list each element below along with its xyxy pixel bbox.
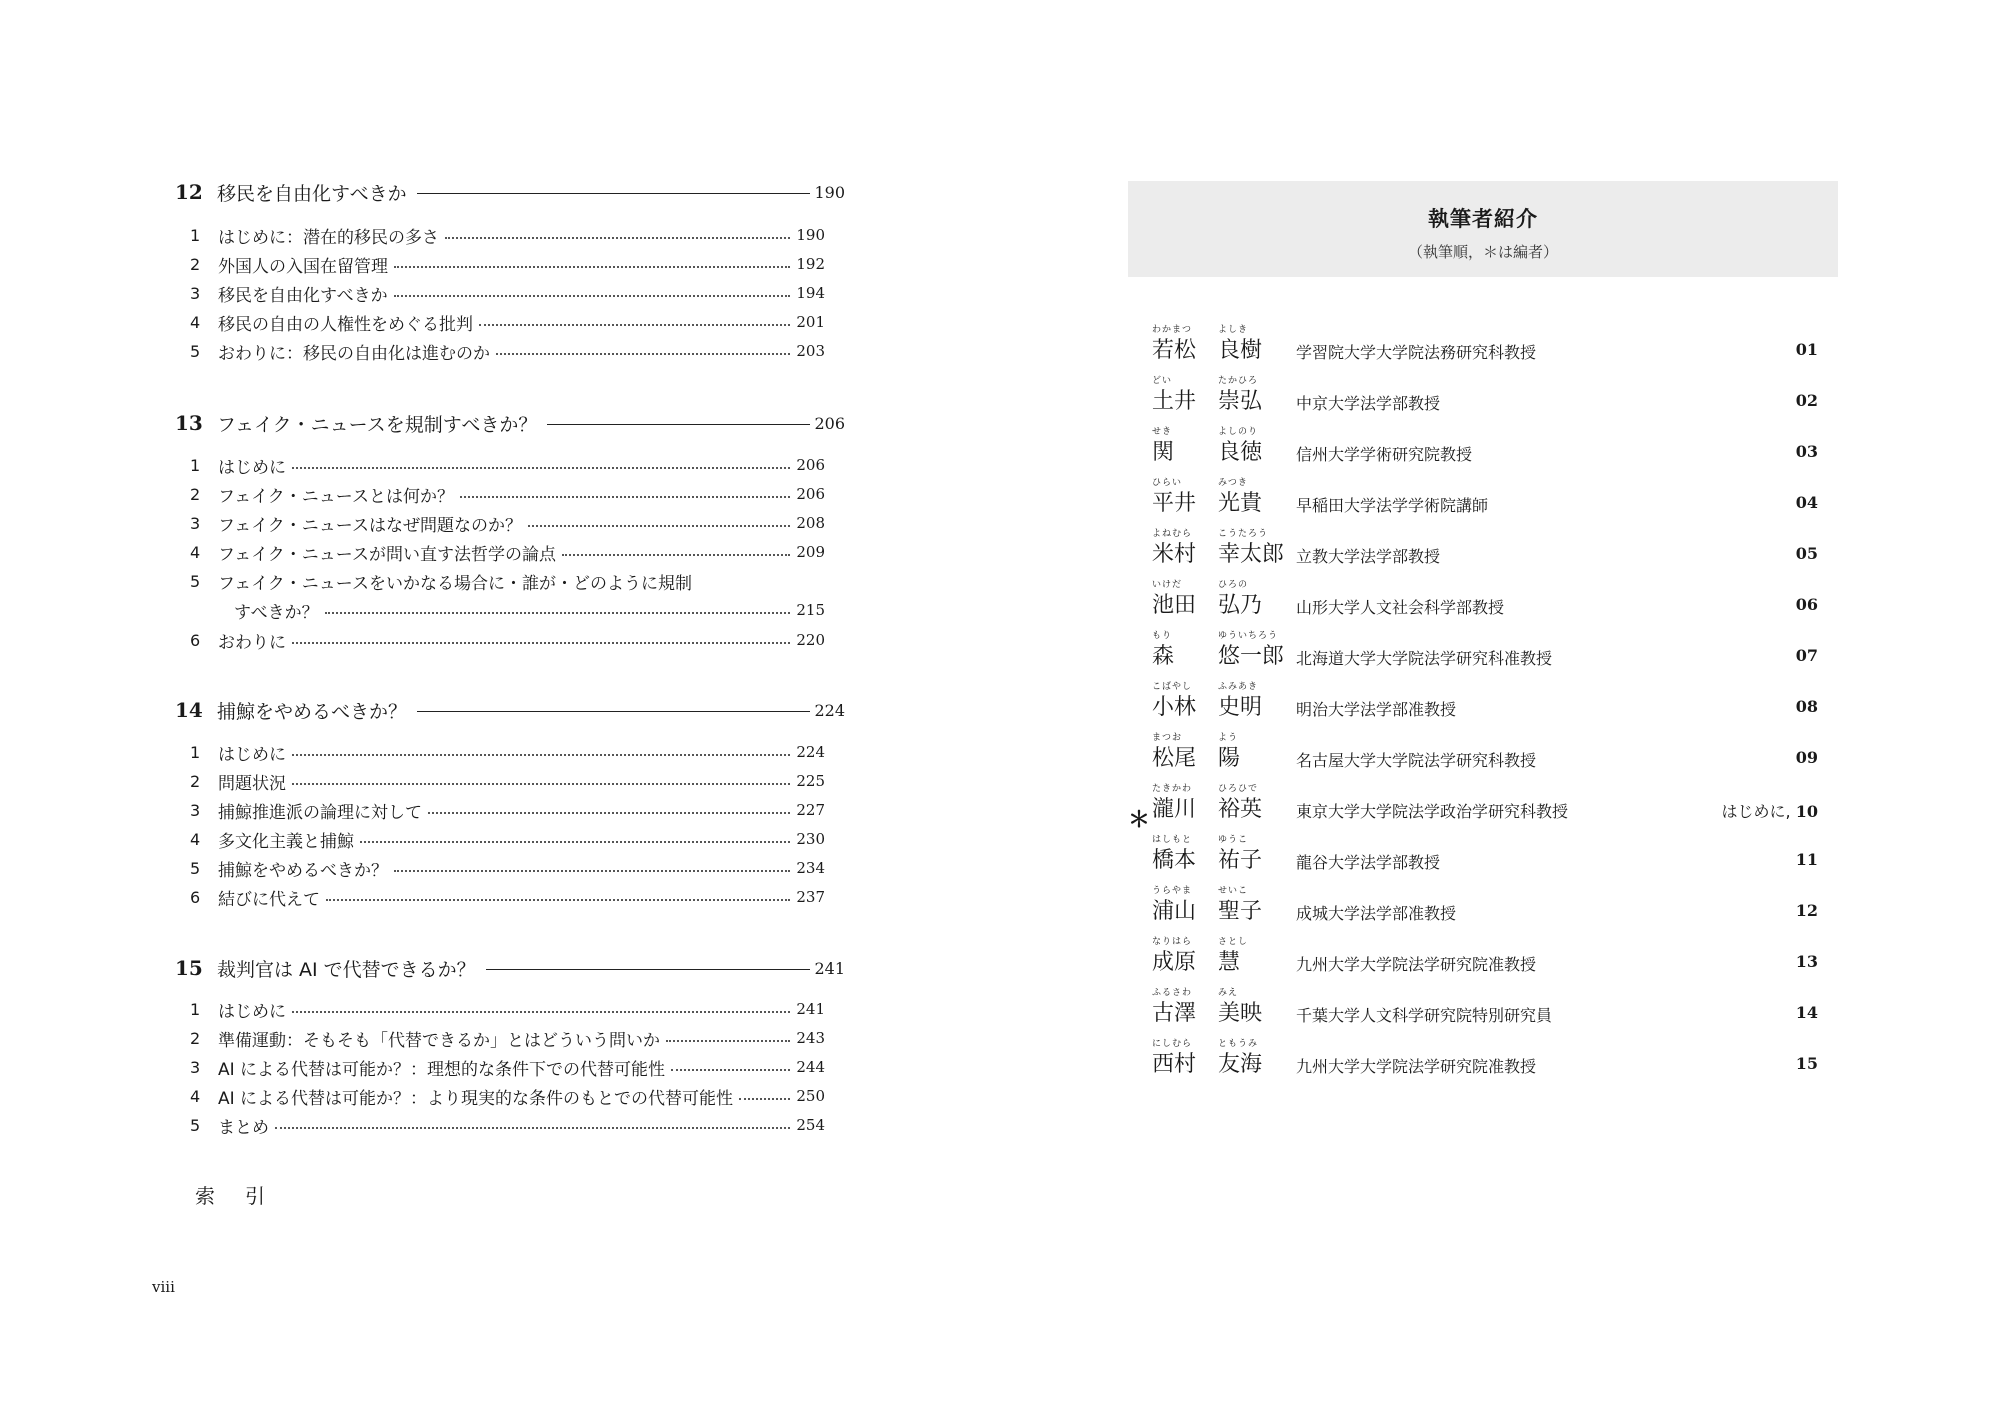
family-name-text: 米村 bbox=[1152, 542, 1197, 567]
given-name bbox=[1218, 477, 1262, 518]
family-name-ruby: なりはら bbox=[1152, 937, 1193, 947]
chapter-assignment bbox=[1658, 340, 1818, 359]
affiliation: 成城大学法学部准教授 bbox=[1296, 904, 1457, 923]
chapter-rule bbox=[486, 969, 811, 970]
section-entry bbox=[190, 480, 825, 508]
dot-leader bbox=[292, 754, 790, 756]
family-name-ruby: うらやま bbox=[1152, 886, 1193, 896]
contributor-row bbox=[1128, 426, 1828, 476]
given-name bbox=[1218, 783, 1262, 824]
given-name-ruby: よう bbox=[1218, 733, 1239, 743]
chapter-assignment bbox=[1658, 646, 1818, 665]
affiliation: 九州大学大学院法学研究院准教授 bbox=[1296, 955, 1537, 974]
section-entry bbox=[190, 738, 825, 766]
chapter-page-number: 224 bbox=[814, 700, 845, 720]
family-name bbox=[1152, 834, 1196, 875]
section-number: 6 bbox=[190, 630, 201, 650]
section-entry bbox=[190, 854, 825, 882]
contributor-row bbox=[1128, 630, 1828, 680]
section-number: 4 bbox=[190, 542, 201, 562]
section-title: おわりに：移民の自由化は進むのか bbox=[218, 343, 490, 364]
section-number: 5 bbox=[190, 1115, 201, 1135]
family-name-ruby: よねむら bbox=[1152, 529, 1193, 539]
chapter-rule bbox=[417, 193, 811, 194]
chapter-number: 04 bbox=[1795, 493, 1818, 512]
family-name bbox=[1152, 324, 1196, 365]
dot-leader bbox=[496, 353, 790, 355]
section-entry bbox=[190, 308, 825, 336]
given-name-ruby: ひろの bbox=[1218, 580, 1249, 590]
dot-leader bbox=[479, 324, 790, 326]
family-name-text: 平井 bbox=[1152, 491, 1197, 516]
family-name-text: 関 bbox=[1152, 440, 1175, 465]
family-name-ruby: たきかわ bbox=[1152, 784, 1193, 794]
dot-leader bbox=[360, 841, 790, 843]
section-title: フェイク・ニュースが問い直す法哲学の論点 bbox=[218, 544, 556, 565]
contributor-row bbox=[1128, 885, 1828, 935]
contributor-row bbox=[1128, 987, 1828, 1037]
contributor-row bbox=[1128, 375, 1828, 425]
section-title: 外国人の入国在留管理 bbox=[218, 256, 388, 277]
given-name bbox=[1218, 834, 1262, 875]
given-name bbox=[1218, 426, 1262, 467]
family-name-ruby: わかまつ bbox=[1152, 325, 1193, 335]
affiliation: 龍谷大学法学部教授 bbox=[1296, 853, 1441, 872]
section-page-number: 224 bbox=[796, 743, 825, 761]
section-entry bbox=[190, 567, 825, 595]
family-name bbox=[1152, 579, 1196, 620]
section-page-number: 208 bbox=[796, 514, 825, 532]
section-number: 4 bbox=[190, 312, 201, 332]
chapter-number: 03 bbox=[1795, 442, 1818, 461]
contributor-row bbox=[1128, 1038, 1828, 1088]
chapter-assignment bbox=[1658, 850, 1818, 869]
dot-leader bbox=[325, 612, 791, 614]
contributor-row bbox=[1128, 783, 1828, 833]
given-name-ruby: こうたろう bbox=[1218, 529, 1269, 539]
family-name-ruby: もり bbox=[1152, 631, 1173, 641]
chapter-number: 14 bbox=[175, 698, 203, 722]
chapter-number: 10 bbox=[1795, 802, 1818, 821]
section-title: 移民の自由の人権性をめぐる批判 bbox=[218, 314, 473, 335]
dot-leader bbox=[292, 783, 790, 785]
section-title-continued: すべきか？ bbox=[234, 602, 319, 623]
section-entry bbox=[190, 509, 825, 537]
chapter-heading bbox=[175, 174, 845, 210]
chapter-title: 捕鯨をやめるべきか？ bbox=[217, 700, 408, 723]
section-title: はじめに bbox=[218, 457, 286, 478]
given-name bbox=[1218, 732, 1240, 773]
dot-leader bbox=[275, 1127, 790, 1129]
section-page-number: 215 bbox=[796, 601, 825, 619]
given-name bbox=[1218, 885, 1262, 926]
section-title: 捕鯨をやめるべきか？ bbox=[218, 860, 388, 881]
section-title: AI による代替は可能か？：理想的な条件下での代替可能性 bbox=[218, 1059, 666, 1080]
affiliation: 九州大学大学院法学研究院准教授 bbox=[1296, 1057, 1537, 1076]
given-name-ruby: よしき bbox=[1218, 325, 1249, 335]
chapter-assignment bbox=[1658, 391, 1818, 410]
dot-leader bbox=[394, 870, 790, 872]
family-name-text: 松尾 bbox=[1152, 746, 1197, 771]
dot-leader bbox=[394, 295, 791, 297]
given-name-ruby: ひろひで bbox=[1218, 784, 1259, 794]
contributor-row bbox=[1128, 681, 1828, 731]
family-name bbox=[1152, 885, 1196, 926]
given-name bbox=[1218, 579, 1262, 620]
section-number: 2 bbox=[190, 484, 201, 504]
family-name-text: 浦山 bbox=[1152, 899, 1197, 924]
family-name-ruby: ひらい bbox=[1152, 478, 1183, 488]
contributors-note: （執筆順，＊は編者） bbox=[1407, 243, 1558, 261]
given-name bbox=[1218, 528, 1284, 569]
section-title: まとめ bbox=[218, 1117, 269, 1138]
section-page-number: 243 bbox=[796, 1029, 825, 1047]
dot-leader bbox=[671, 1069, 790, 1071]
affiliation: 学習院大学大学院法務研究科教授 bbox=[1296, 343, 1537, 362]
chapter-rule bbox=[547, 424, 810, 425]
section-title: おわりに bbox=[218, 632, 286, 653]
family-name-ruby: こばやし bbox=[1152, 682, 1193, 692]
affiliation: 東京大学大学院法学政治学研究科教授 bbox=[1296, 802, 1569, 821]
family-name-ruby: はしもと bbox=[1152, 835, 1193, 845]
dot-leader bbox=[528, 525, 790, 527]
affiliation: 立教大学法学部教授 bbox=[1296, 547, 1441, 566]
chapter-assignment bbox=[1658, 1054, 1818, 1073]
section-title: はじめに bbox=[218, 744, 286, 765]
section-page-number: 237 bbox=[796, 888, 825, 906]
given-name-text: 美映 bbox=[1218, 1001, 1263, 1026]
chapter-heading bbox=[175, 692, 845, 728]
section-page-number: 206 bbox=[796, 485, 825, 503]
family-name bbox=[1152, 426, 1174, 467]
contributor-row bbox=[1128, 324, 1828, 374]
chapter-number: 12 bbox=[1795, 901, 1818, 920]
section-title: 移民を自由化すべきか bbox=[218, 285, 388, 306]
dot-leader bbox=[394, 266, 790, 268]
contributor-row bbox=[1128, 834, 1828, 884]
affiliation: 北海道大学大学院法学研究科准教授 bbox=[1296, 649, 1553, 668]
section-entry bbox=[190, 279, 825, 307]
given-name-text: 祐子 bbox=[1218, 848, 1263, 873]
section-page-number: 244 bbox=[796, 1058, 825, 1076]
chapter-page-number: 206 bbox=[814, 413, 845, 433]
section-number: 2 bbox=[190, 254, 201, 274]
family-name bbox=[1152, 987, 1196, 1028]
chapter-heading bbox=[175, 405, 845, 441]
chapter-number: 12 bbox=[175, 180, 203, 204]
chapter-number: 05 bbox=[1795, 544, 1818, 563]
given-name-ruby: ゆうこ bbox=[1218, 835, 1249, 845]
section-page-number: 241 bbox=[796, 1000, 825, 1018]
chapter-assignment bbox=[1658, 544, 1818, 563]
section-entry bbox=[190, 250, 825, 278]
section-entry bbox=[190, 538, 825, 566]
chapter-rule bbox=[417, 711, 810, 712]
family-name-text: 小林 bbox=[1152, 695, 1197, 720]
section-page-number: 201 bbox=[796, 313, 825, 331]
contributors-title: 執筆者紹介 bbox=[1428, 207, 1538, 231]
chapter-page-number: 190 bbox=[814, 182, 845, 202]
editor-mark: ＊ bbox=[1128, 808, 1151, 833]
section-page-number: 206 bbox=[796, 456, 825, 474]
family-name-ruby: いけだ bbox=[1152, 580, 1183, 590]
chapter-number: 13 bbox=[1795, 952, 1818, 971]
section-page-number: 225 bbox=[796, 772, 825, 790]
family-name-text: 成原 bbox=[1152, 950, 1197, 975]
chapter-number: 01 bbox=[1795, 340, 1818, 359]
section-entry bbox=[190, 995, 825, 1023]
family-name-ruby: どい bbox=[1152, 376, 1173, 386]
section-number: 1 bbox=[190, 742, 201, 762]
affiliation: 中京大学法学部教授 bbox=[1296, 394, 1441, 413]
chapter-title: 移民を自由化すべきか bbox=[217, 182, 407, 205]
section-entry bbox=[190, 825, 825, 853]
section-number: 3 bbox=[190, 513, 201, 533]
section-entry bbox=[190, 1053, 825, 1081]
section-number: 3 bbox=[190, 1057, 201, 1077]
dot-leader bbox=[739, 1098, 790, 1100]
chapter-number: 07 bbox=[1795, 646, 1818, 665]
given-name bbox=[1218, 681, 1262, 722]
section-title: フェイク・ニュースをいかなる場合に・誰が・どのように規制 bbox=[218, 573, 692, 594]
section-entry-continued bbox=[234, 596, 825, 624]
section-title: 準備運動：そもそも「代替できるか」とはどういう問いか bbox=[218, 1030, 660, 1051]
family-name bbox=[1152, 375, 1196, 416]
section-page-number: 250 bbox=[796, 1087, 825, 1105]
family-name bbox=[1152, 681, 1196, 722]
chapter-assignment bbox=[1658, 697, 1818, 716]
dot-leader bbox=[666, 1040, 790, 1042]
chapter-page-number: 241 bbox=[814, 958, 845, 978]
family-name-text: 森 bbox=[1152, 644, 1175, 669]
family-name-text: 若松 bbox=[1152, 338, 1197, 363]
given-name-text: 聖子 bbox=[1218, 899, 1263, 924]
chapter-assignment bbox=[1658, 442, 1818, 461]
section-number: 2 bbox=[190, 771, 201, 791]
family-name-text: 土井 bbox=[1152, 389, 1197, 414]
dot-leader bbox=[292, 642, 790, 644]
index-label: 索引 bbox=[195, 1184, 295, 1208]
section-entry bbox=[190, 1082, 825, 1110]
chapter-number: 15 bbox=[1795, 1054, 1818, 1073]
given-name bbox=[1218, 936, 1248, 977]
contributors-page bbox=[1000, 0, 2000, 1414]
chapter-assignment bbox=[1658, 748, 1818, 767]
chapter-assignment bbox=[1658, 799, 1818, 822]
section-number: 2 bbox=[190, 1028, 201, 1048]
family-name bbox=[1152, 528, 1196, 569]
given-name-text: 崇弘 bbox=[1218, 389, 1263, 414]
family-name-text: 池田 bbox=[1152, 593, 1197, 618]
section-entry bbox=[190, 1024, 825, 1052]
family-name bbox=[1152, 477, 1196, 518]
given-name-text: 裕英 bbox=[1218, 797, 1263, 822]
section-number: 1 bbox=[190, 455, 201, 475]
given-name-ruby: ふみあき bbox=[1218, 682, 1259, 692]
section-page-number: 220 bbox=[796, 631, 825, 649]
section-number: 4 bbox=[190, 1086, 201, 1106]
section-title: はじめに bbox=[218, 1001, 286, 1022]
section-number: 3 bbox=[190, 800, 201, 820]
given-name bbox=[1218, 324, 1262, 365]
chapter-assignment bbox=[1658, 493, 1818, 512]
family-name-text: 瀧川 bbox=[1152, 797, 1197, 822]
section-title: フェイク・ニュースとは何か？ bbox=[218, 486, 454, 507]
family-name bbox=[1152, 732, 1196, 773]
chapter-number: 09 bbox=[1795, 748, 1818, 767]
affiliation: 名古屋大学大学院法学研究科教授 bbox=[1296, 751, 1537, 770]
given-name-ruby: みつき bbox=[1218, 478, 1248, 488]
chapter-heading bbox=[175, 950, 845, 986]
chapter-number: 11 bbox=[1795, 850, 1818, 869]
section-number: 5 bbox=[190, 858, 201, 878]
chapter-number: 14 bbox=[1795, 1003, 1818, 1022]
section-page-number: 190 bbox=[796, 226, 825, 244]
section-title: AI による代替は可能か？：より現実的な条件のもとでの代替可能性 bbox=[218, 1088, 734, 1109]
section-number: 3 bbox=[190, 283, 201, 303]
dot-leader bbox=[562, 554, 790, 556]
section-page-number: 234 bbox=[796, 859, 825, 877]
affiliation: 早稲田大学法学学術院講師 bbox=[1296, 496, 1489, 515]
given-name-ruby: たかひろ bbox=[1218, 376, 1259, 386]
given-name-text: 悠一郎 bbox=[1218, 644, 1285, 669]
given-name-text: 光貴 bbox=[1218, 491, 1263, 516]
section-page-number: 192 bbox=[796, 255, 825, 273]
given-name-ruby: せいこ bbox=[1218, 886, 1249, 896]
given-name-ruby: みえ bbox=[1218, 988, 1239, 998]
given-name-text: 良徳 bbox=[1218, 440, 1263, 465]
section-entry bbox=[190, 626, 825, 654]
family-name-ruby: にしむら bbox=[1152, 1039, 1193, 1049]
chapter-number: 02 bbox=[1795, 391, 1818, 410]
chapter-assignment bbox=[1658, 595, 1818, 614]
contributor-row bbox=[1128, 477, 1828, 527]
family-name-text: 橋本 bbox=[1152, 848, 1197, 873]
dot-leader bbox=[326, 899, 790, 901]
given-name-ruby: さとし bbox=[1218, 937, 1249, 947]
section-entry bbox=[190, 451, 825, 479]
given-name bbox=[1218, 630, 1284, 671]
chapter-prefix: はじめに, bbox=[1721, 802, 1791, 821]
contributor-row bbox=[1128, 936, 1828, 986]
section-number: 1 bbox=[190, 225, 201, 245]
chapter-number: 06 bbox=[1795, 595, 1818, 614]
given-name bbox=[1218, 375, 1262, 416]
affiliation: 明治大学法学部准教授 bbox=[1296, 700, 1457, 719]
given-name-text: 史明 bbox=[1218, 695, 1263, 720]
dot-leader bbox=[292, 1011, 790, 1013]
section-entry bbox=[190, 883, 825, 911]
chapter-number: 13 bbox=[175, 411, 203, 435]
section-page-number: 230 bbox=[796, 830, 825, 848]
section-entry bbox=[190, 796, 825, 824]
chapter-title: フェイク・ニュースを規制すべきか？ bbox=[217, 413, 538, 436]
section-number: 5 bbox=[190, 341, 201, 361]
section-title: はじめに：潜在的移民の多さ bbox=[218, 227, 439, 248]
section-title: 捕鯨推進派の論理に対して bbox=[218, 802, 422, 823]
given-name-text: 慧 bbox=[1218, 950, 1241, 975]
page-folio: viii bbox=[152, 1278, 175, 1296]
family-name bbox=[1152, 936, 1196, 977]
family-name-ruby: まつお bbox=[1152, 733, 1183, 743]
section-page-number: 209 bbox=[796, 543, 825, 561]
section-page-number: 194 bbox=[796, 284, 825, 302]
chapter-assignment bbox=[1658, 1003, 1818, 1022]
section-page-number: 203 bbox=[796, 342, 825, 360]
given-name-text: 友海 bbox=[1218, 1052, 1263, 1077]
section-entry bbox=[190, 337, 825, 365]
dot-leader bbox=[460, 496, 790, 498]
contributor-row bbox=[1128, 528, 1828, 578]
given-name-text: 良樹 bbox=[1218, 338, 1263, 363]
given-name-text: 陽 bbox=[1218, 746, 1241, 771]
given-name-text: 幸太郎 bbox=[1218, 542, 1285, 567]
chapter-number: 15 bbox=[175, 956, 203, 980]
contributor-row bbox=[1128, 579, 1828, 629]
given-name-ruby: ゆういちろう bbox=[1218, 631, 1279, 641]
family-name-text: 西村 bbox=[1152, 1052, 1197, 1077]
dot-leader bbox=[445, 237, 790, 239]
given-name-ruby: ともうみ bbox=[1218, 1039, 1259, 1049]
section-number: 6 bbox=[190, 887, 201, 907]
affiliation: 山形大学人文社会科学部教授 bbox=[1296, 598, 1505, 617]
section-entry bbox=[190, 221, 825, 249]
section-page-number: 227 bbox=[796, 801, 825, 819]
family-name bbox=[1152, 1038, 1196, 1079]
dot-leader bbox=[292, 467, 790, 469]
section-page-number: 254 bbox=[796, 1116, 825, 1134]
affiliation: 信州大学学術研究院教授 bbox=[1296, 445, 1473, 464]
section-title: 多文化主義と捕鯨 bbox=[218, 831, 354, 852]
section-number: 4 bbox=[190, 829, 201, 849]
family-name bbox=[1152, 783, 1196, 824]
given-name-text: 弘乃 bbox=[1218, 593, 1263, 618]
section-number: 1 bbox=[190, 999, 201, 1019]
given-name bbox=[1218, 987, 1262, 1028]
given-name-ruby: よしのり bbox=[1218, 427, 1259, 437]
family-name-ruby: せき bbox=[1152, 427, 1173, 437]
section-title: 結びに代えて bbox=[218, 889, 320, 910]
family-name-text: 古澤 bbox=[1152, 1001, 1197, 1026]
dot-leader bbox=[428, 812, 790, 814]
chapter-assignment bbox=[1658, 952, 1818, 971]
chapter-title: 裁判官は AI で代替できるか？ bbox=[217, 958, 476, 981]
affiliation: 千葉大学人文科学研究院特別研究員 bbox=[1296, 1006, 1553, 1025]
section-entry bbox=[190, 767, 825, 795]
given-name bbox=[1218, 1038, 1262, 1079]
contributor-row bbox=[1128, 732, 1828, 782]
section-entry bbox=[190, 1111, 825, 1139]
contributors-header bbox=[1128, 181, 1838, 277]
family-name bbox=[1152, 630, 1174, 671]
family-name-ruby: ふるさわ bbox=[1152, 988, 1193, 998]
section-number: 5 bbox=[190, 571, 201, 591]
section-title: フェイク・ニュースはなぜ問題なのか？ bbox=[218, 515, 522, 536]
section-title: 問題状況 bbox=[218, 773, 286, 794]
chapter-number: 08 bbox=[1795, 697, 1818, 716]
chapter-assignment bbox=[1658, 901, 1818, 920]
